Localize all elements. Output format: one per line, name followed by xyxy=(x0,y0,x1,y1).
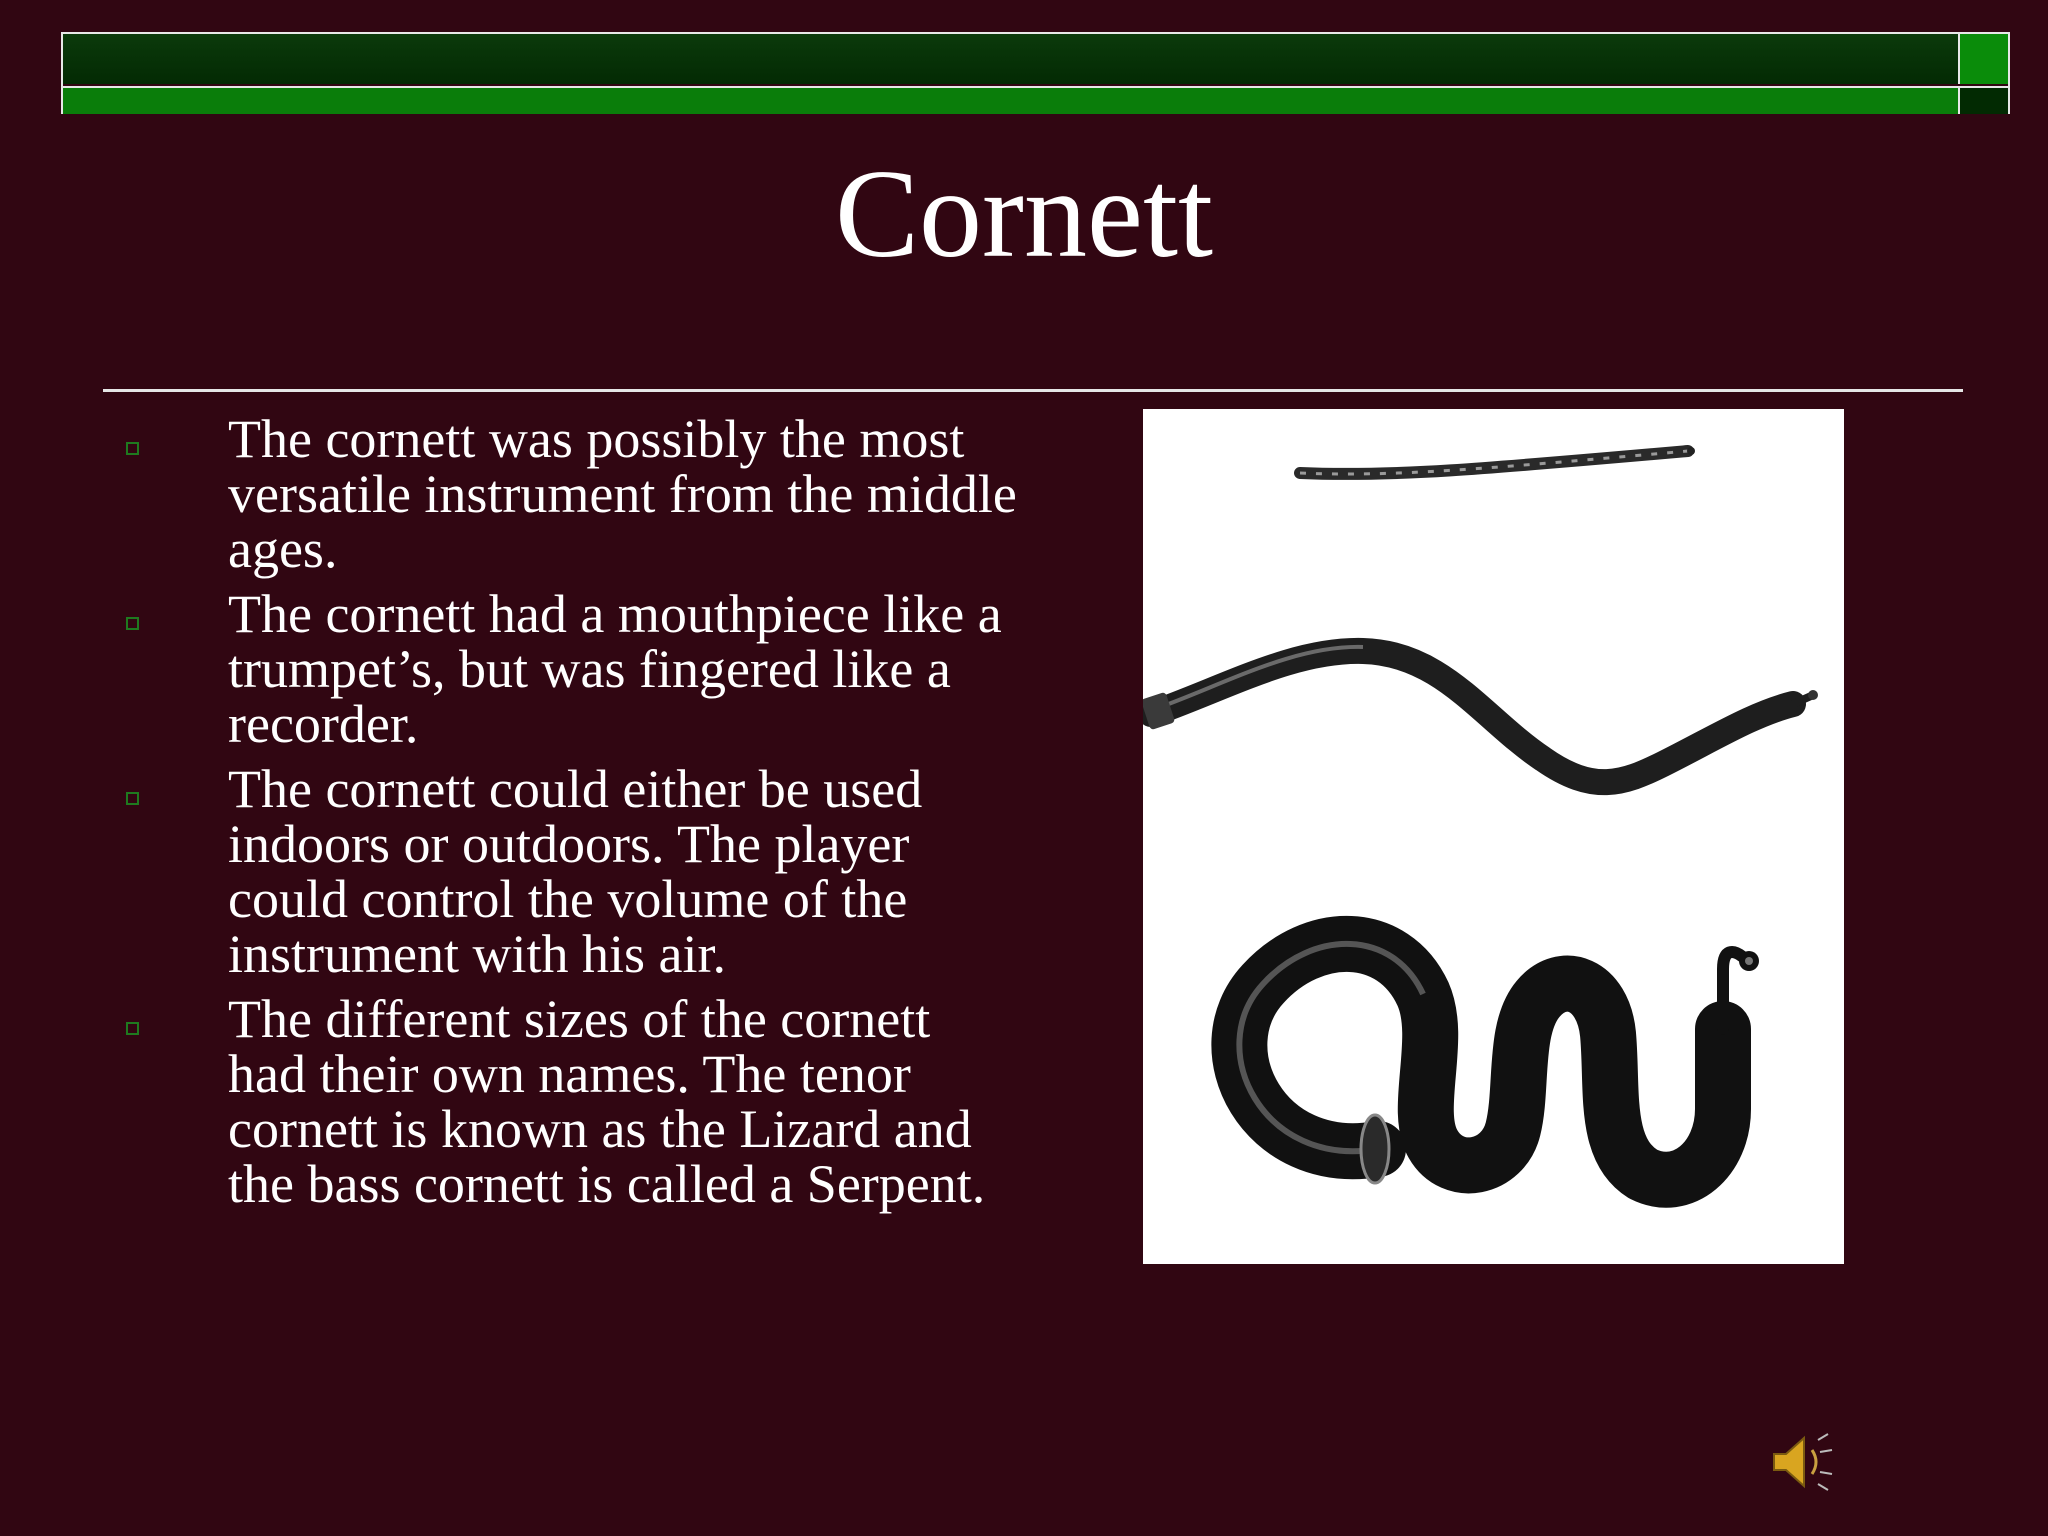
bullet-text: The cornett could either be used indoors or outdoors. The player could control the volume of the instrument with his air. xyxy=(228,759,923,984)
cornett-illustration xyxy=(1143,409,1844,1264)
straight-cornett-drawing xyxy=(1300,447,1695,474)
slide-title: Cornett xyxy=(835,145,1213,284)
hollow-square-icon xyxy=(126,617,139,630)
bullet-list xyxy=(120,409,1020,1222)
bullet-item xyxy=(120,759,1020,984)
bullet-item xyxy=(120,989,1020,1214)
bullet-text: The cornett had a mouthpiece like a trumpet’s, but was fingered like a recorder. xyxy=(228,584,1002,754)
curved-cornett-drawing xyxy=(1143,647,1818,782)
hollow-square-icon xyxy=(126,1022,139,1035)
header-decoration-bar xyxy=(61,32,2010,114)
bullet-item xyxy=(120,584,1020,754)
header-square-light xyxy=(1960,34,2008,84)
header-square-dark xyxy=(1960,86,2008,114)
bullet-text: The different sizes of the cornett had their own names. The tenor cornett is known as the Lizard and the bass cornett is called a Serpent. xyxy=(228,989,986,1214)
header-band-light xyxy=(63,86,1960,114)
bullet-text: The cornett was possibly the most versatile instrument from the middle ages. xyxy=(228,409,1017,579)
speaker-icon[interactable] xyxy=(1770,1430,1840,1494)
bullet-item xyxy=(120,409,1020,579)
title-divider xyxy=(103,389,1963,392)
hollow-square-icon xyxy=(126,442,139,455)
header-band-dark xyxy=(63,34,1960,84)
hollow-square-icon xyxy=(126,792,139,805)
serpent-drawing xyxy=(1239,944,1759,1183)
